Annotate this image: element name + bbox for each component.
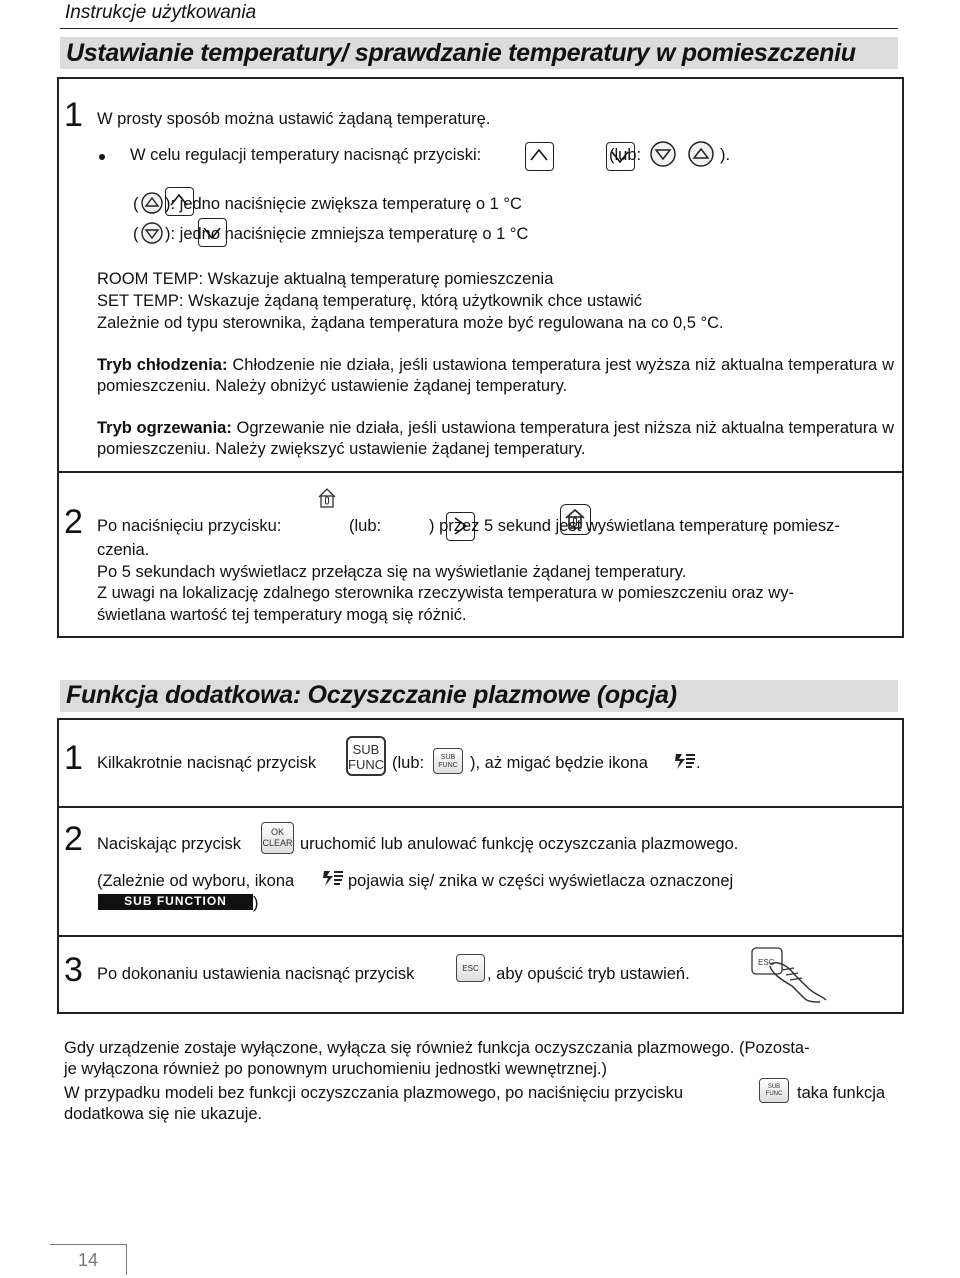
sub-step1-text-d: . <box>696 754 701 772</box>
bullet-dot <box>99 154 105 160</box>
sub-func-small-key-icon <box>759 1078 789 1103</box>
room-temp-house-icon <box>317 487 337 509</box>
sub-step2-note-close: ) <box>253 894 259 912</box>
key-top-label: SUB <box>352 742 380 757</box>
step2-text-c: ) przez 5 sekund jest wyświetlana temperaturę pomiesz- <box>429 517 840 535</box>
down-line-text: ): jedno naciśnięcie zmniejsza temperaturę o 1 °C <box>165 225 529 243</box>
page-number: 14 <box>50 1244 127 1275</box>
round-up-icon <box>687 140 715 168</box>
key-top-label: OK <box>270 827 284 837</box>
sub-step2-text-b: uruchomić lub anulować funkcję oczyszczania plazmowego. <box>300 835 739 853</box>
sub-step3-number: 3 <box>64 951 83 989</box>
sub-step2-note-a: (Zależnie od wyboru, ikona <box>97 872 295 890</box>
key-bottom-label: FUNC <box>765 1091 783 1097</box>
cooling-paragraph <box>97 355 894 398</box>
step2-text-a: Po naciśnięciu przycisku: <box>97 517 282 535</box>
note2-line1-a: W przypadku modeli bez funkcji oczyszczania plazmowego, po naciśnięciu przycisku <box>64 1084 684 1102</box>
sub-step2-number: 2 <box>64 820 83 858</box>
room-temp-text: ROOM TEMP: Wskazuje aktualną temperaturę pomieszczenia <box>97 270 554 288</box>
paren-open: ( <box>133 225 139 243</box>
sub-step2-text-a: Naciskając przycisk <box>97 835 241 853</box>
key-bottom-label: CLEAR <box>262 838 293 848</box>
sub-step1-text-a: Kilkakrotnie nacisnąć przycisk <box>97 754 317 772</box>
header-rule <box>60 28 898 29</box>
hand-press-esc-icon <box>748 944 830 1004</box>
heating-label: Tryb ogrzewania: <box>97 419 232 437</box>
heating-text: Ogrzewanie nie działa, jeśli ustawiona temperatura jest niższa niż aktualna temperatura w pomieszczeniu. Należy zwiększyć ustawienie żądanej temperatury. <box>97 419 895 459</box>
round-down-icon <box>140 221 164 245</box>
sub-step1-text-c: ), aż migać będzie ikona <box>470 754 648 772</box>
key-bottom-label: FUNC <box>438 762 458 769</box>
sub-step1-text-b: (lub: <box>392 754 425 772</box>
bullet-text: W celu regulacji temperatury nacisnąć przyciski: <box>130 146 482 164</box>
plasma-icon <box>321 867 345 889</box>
sub-function-display-label: SUB FUNCTION <box>98 894 253 910</box>
step2-text-b: (lub: <box>349 517 382 535</box>
step2-line4: Z uwagi na lokalizację zdalnego sterownika rzeczywista temperatura w pomieszczeniu oraz wy- <box>97 584 794 602</box>
sub-step3-text-b: , aby opuścić tryb ustawień. <box>487 965 690 983</box>
round-down-icon <box>649 140 677 168</box>
key-top-label: SUB <box>767 1084 781 1090</box>
up-key-icon <box>525 142 554 171</box>
step1-intro: W prosty sposób można ustawić żądaną temperaturę. <box>97 110 491 128</box>
key-top-label: SUB <box>440 754 456 761</box>
note2-line1-b: taka funkcja <box>797 1084 886 1102</box>
svg-text:ESC: ESC <box>758 958 775 967</box>
step2-line2: czenia. <box>97 541 150 559</box>
up-line-text: ): jedno naciśnięcie zwiększa temperaturę o 1 °C <box>165 195 522 213</box>
lub-close: ). <box>720 146 731 164</box>
section1-title: Ustawianie temperatury/ sprawdzanie temperatury w pomieszczeniu <box>66 39 856 67</box>
sub-step2-note-b: pojawia się/ znika w części wyświetlacza oznaczonej <box>348 872 734 890</box>
step1-number: 1 <box>64 96 83 134</box>
note2-line2: dodatkowa się nie ukazuje. <box>64 1105 263 1123</box>
round-up-icon <box>140 191 164 215</box>
note1-line1: Gdy urządzenie zostaje wyłączone, wyłącza się również funkcja oczyszczania plazmowego. (Pozosta- <box>64 1039 810 1057</box>
note1-line2: je wyłączona również po ponownym uruchomieniu jednostki wewnętrznej.) <box>64 1060 607 1078</box>
section2-title: Funkcja dodatkowa: Oczyszczanie plazmowe (opcja) <box>66 681 677 709</box>
sub-func-key-icon <box>346 736 386 776</box>
key-bottom-label: FUNC <box>348 757 385 772</box>
cooling-label: Tryb chłodzenia: <box>97 356 228 374</box>
plasma-icon <box>673 750 697 772</box>
cooling-text: Chłodzenie nie działa, jeśli ustawiona temperatura jest wyższa niż aktualna temperatura w pomieszczeniu. Należy obniżyć ustawienie żądanej temperatury. <box>97 356 894 396</box>
esc-key-icon: ESC <box>456 954 485 982</box>
step2-line5: świetlana wartość tej temperatury mogą się różnić. <box>97 606 467 624</box>
heating-paragraph <box>97 418 894 461</box>
ok-clear-key-icon <box>261 822 294 854</box>
sub-step1-number: 1 <box>64 739 83 777</box>
document-header: Instrukcje użytkowania <box>65 2 257 23</box>
paren-open: ( <box>133 195 139 213</box>
depends-text: Zależnie od typu sterownika, żądana temperatura może być regulowana na co 0,5 °C. <box>97 314 724 332</box>
sub-step3-text-a: Po dokonaniu ustawienia nacisnąć przycisk <box>97 965 415 983</box>
step2-line3: Po 5 sekundach wyświetlacz przełącza się na wyświetlanie żądanej temperatury. <box>97 563 687 581</box>
sub-func-small-key-icon <box>433 748 463 774</box>
lub-open: (lub: <box>609 146 642 164</box>
set-temp-text: SET TEMP: Wskazuje żądaną temperaturę, którą użytkownik chce ustawić <box>97 292 643 310</box>
step2-number: 2 <box>64 503 83 541</box>
